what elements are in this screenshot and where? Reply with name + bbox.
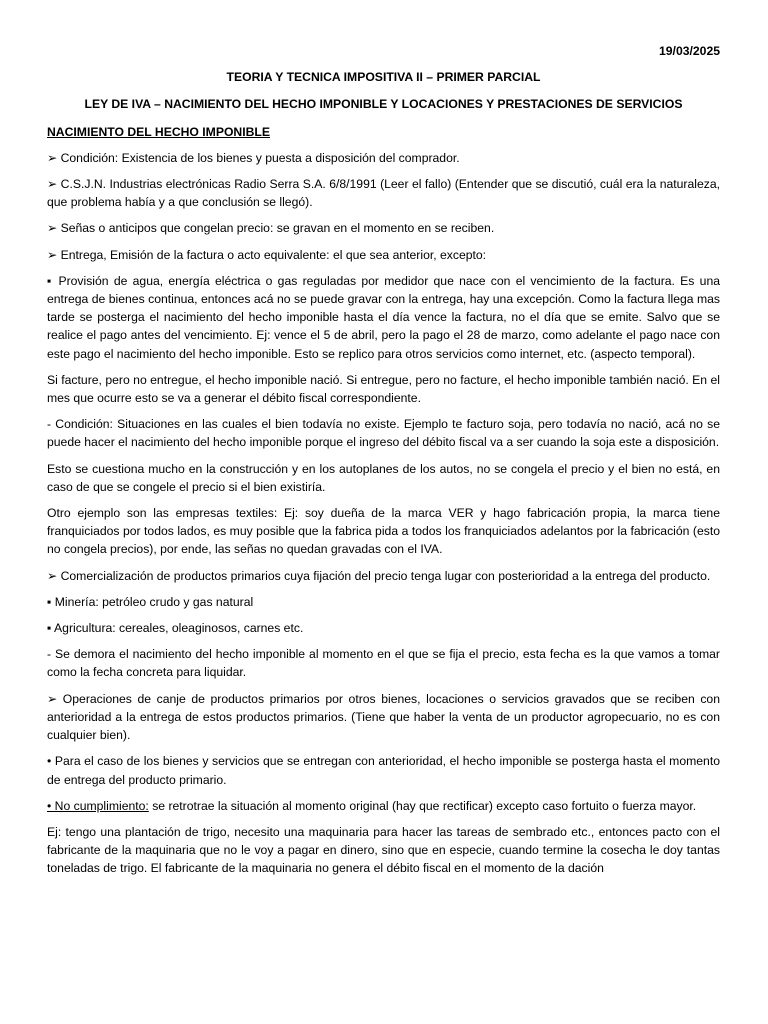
paragraph: ➢ Condición: Existencia de los bienes y puesta a disposición del comprador. xyxy=(47,150,460,165)
document-subtitle: LEY DE IVA – NACIMIENTO DEL HECHO IMPONIBLE Y LOCACIONES Y PRESTACIONES DE SERVICIOS xyxy=(84,97,683,112)
paragraph: - Se demora el nacimiento del hecho imponible al momento en el que se fija el precio, esta fecha es la que vamos a tomar como la fecha concreta para liquidar. xyxy=(47,647,720,680)
paragraph: ➢ Comercialización de productos primarios cuya fijación del precio tenga lugar con posterioridad a la entrega del producto. xyxy=(47,568,711,583)
paragraph: Otro ejemplo son las empresas textiles: Ej: soy dueña de la marca VER y hago fabricación propia, la marca tiene franquiciados por todos lados, es muy posible que la fabrica pida a todos los franquiciados adelantos por la fabricación (esto no congela precios), por ende, las señas no quedan gravadas con el IVA. xyxy=(47,506,720,557)
paragraph: ▪ Agricultura: cereales, oleaginosos, carnes etc. xyxy=(47,621,304,636)
paragraph: ➢ Entrega, Emisión de la factura o acto equivalente: el que sea anterior, excepto: xyxy=(47,247,487,262)
no-cumplimiento-text: se retrotrae la situación al momento original (hay que rectificar) excepto caso fortuito o fuerza mayor. xyxy=(148,798,697,813)
paragraph: - Condición: Situaciones en las cuales el bien todavía no existe. Ejemplo te facturo soja, pero todavía no nació, acá no se puede hacer el nacimiento del hecho imponible porque el ingreso del débito fiscal va a ser cuando la soja este a disposición. xyxy=(47,417,720,450)
no-cumplimiento-paragraph xyxy=(47,797,720,815)
document-date: 19/03/2025 xyxy=(659,44,720,58)
section-heading: NACIMIENTO DEL HECHO IMPONIBLE xyxy=(47,124,270,139)
paragraph: Si facture, pero no entregue, el hecho imponible nació. Si entregue, pero no facture, el hecho imponible también nació. En el mes que ocurre esto se va a generar el débito fiscal correspondiente. xyxy=(47,372,720,406)
paragraph: ▪ Minería: petróleo crudo y gas natural xyxy=(47,594,254,609)
paragraph: ➢ Operaciones de canje de productos primarios por otros bienes, locaciones o servicios gravados que se reciben con anterioridad a la entrega de estos productos primarios. (Tiene que haber la venta de un productor agropecuario, no es con cualquier bien). xyxy=(47,691,720,743)
document-page xyxy=(47,42,720,886)
paragraph: ➢ C.S.J.N. Industrias electrónicas Radio Serra S.A. 6/8/1991 (Leer el fallo) (Entender que se discutió, cuál era la naturaleza, que problema había y a que conclusión se llegó). xyxy=(47,177,720,210)
paragraph: ▪ Provisión de agua, energía eléctrica o gas reguladas por medidor que nace con el vencimiento de la factura. Es una entrega de bienes continua, entonces acá no se puede gravar con la entrega, hay una excepción. Como la factura llega mas tarde se posterga el nacimiento del hecho imponible hasta el día vence la factura, no el día que se emite. Salvo que se realice el pago antes del vencimiento. Ej: vence el 5 de abril, pero la pago el 28 de marzo, como adelante el pago nace con este pago el nacimiento del hecho imponible. Esto se replico para otros servicios como internet, etc. (aspecto temporal). xyxy=(47,273,720,361)
paragraph: ➢ Señas o anticipos que congelan precio: se gravan en el momento en se reciben. xyxy=(47,221,495,236)
paragraph: Esto se cuestiona mucho en la construcción y en los autoplanes de los autos, no se congela el precio y el bien no está, en caso de que se congele el precio si el bien existiría. xyxy=(47,461,720,494)
final-paragraph: Ej: tengo una plantación de trigo, necesito una maquinaria para hacer las tareas de sembrado etc., entonces pacto con el fabricante de la maquinaria que no le voy a pagar en dinero, sino que en especie, cuando termine la cosecha le doy tantas toneladas de trigo. El fabricante de la maquinaria no genera el débito fiscal en el momento de la dación xyxy=(47,824,720,876)
no-cumplimiento-label: • No cumplimiento: xyxy=(47,798,149,813)
paragraph: • Para el caso de los bienes y servicios que se entregan con anterioridad, el hecho imponible se posterga hasta el momento de entrega del producto primario. xyxy=(47,754,720,787)
document-title: TEORIA Y TECNICA IMPOSITIVA II – PRIMER PARCIAL xyxy=(226,70,541,85)
